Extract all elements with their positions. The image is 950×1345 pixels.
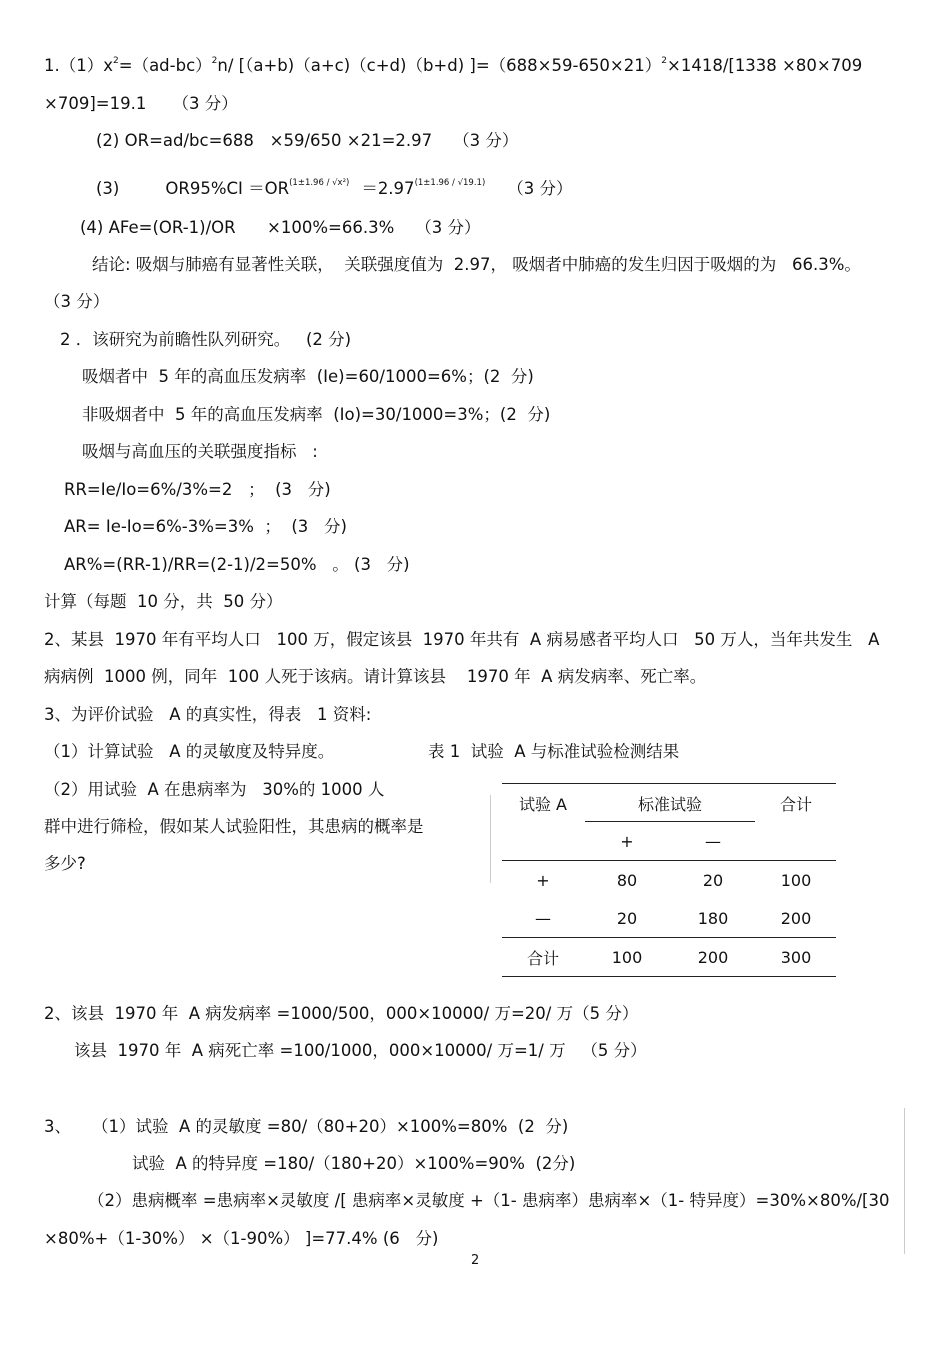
superscript: 2: [211, 56, 218, 66]
q2-line-7: AR%=(RR-1)/RR=(2-1)/2=50% 。 (3 分): [64, 555, 410, 574]
problem-2-line-1: 2、某县 1970 年有平均人口 100 万，假定该县 1970 年共有 A 病易感者平均人口 50 万人，当年共发生 A: [44, 630, 880, 649]
header-total: 合计: [756, 784, 836, 823]
table-row: [502, 899, 836, 938]
header-test-a: 试验 A: [502, 784, 584, 823]
answer-2-line-1: 2、该县 1970 年 A 病发病率 =1000/500，000×10000/ 万=20/ 万（5 分）: [44, 1004, 639, 1023]
right-margin-rule: [904, 1108, 905, 1254]
q1-line-5: (4) AFe=(OR-1)/OR ×100%=66.3% （3 分）: [80, 218, 481, 237]
cell: 180: [670, 899, 756, 938]
results-table: [502, 783, 836, 977]
ci-exponent-value: (1±1.96 / √19.1): [414, 178, 486, 188]
cell: 200: [670, 938, 756, 977]
answer-3-line-2: 试验 A 的特异度 =180/（180+20）×100%=90% (2分): [132, 1154, 576, 1173]
problem-3-line-1: 3、为评价试验 A 的真实性，得表 1 资料:: [44, 705, 372, 724]
answer-3-line-4: ×80%+（1-30%） ×（1-90%） ]=77.4% (6 分): [44, 1229, 439, 1248]
cell: 20: [702, 870, 724, 890]
table-subheader-row: [502, 822, 836, 861]
superscript: 2: [661, 56, 667, 66]
subheader-positive: +: [584, 822, 670, 861]
header-standard-test: 标准试验: [584, 784, 756, 823]
q1-line-2: ×709]=19.1 （3 分）: [44, 94, 238, 113]
row-label: 合计: [502, 938, 584, 977]
problem-3-line-5: 多少?: [44, 854, 86, 873]
q2-line-6: AR= Ie-Io=6%-3%=3% ； (3 分): [64, 517, 347, 536]
q1-line-3: (2) OR=ad/bc=688 ×59/650 ×21=2.97 （3 分）: [96, 131, 519, 150]
answer-2-line-2: 该县 1970 年 A 病死亡率 =100/1000，000×10000/ 万=1/ 万 （5 分）: [74, 1041, 647, 1060]
q2-line-3: 非吸烟者中 5 年的高血压发病率 (Io)=30/1000=3%；(2 分): [82, 405, 551, 424]
answer-3-line-3: （2）患病概率 =患病率×灵敏度 /[ 患病率×灵敏度 +（1- 患病率）患病率×（1- 特异度）=30%×80%/[30: [88, 1191, 890, 1210]
page-number: 2: [471, 1253, 480, 1268]
cell: 200: [756, 899, 836, 938]
problem-3-line-4: 群中进行筛检，假如某人试验阳性，其患病的概率是: [44, 817, 424, 836]
q1-conclusion: 结论: 吸烟与肺癌有显著性关联， 关联强度值为 2.97， 吸烟者中肺癌的发生归因于吸烟的为 66.3%。: [92, 255, 861, 274]
cell: 100: [780, 870, 812, 890]
ci-exponent: (1±1.96 / √x²): [289, 178, 350, 188]
q1-line-1: $1.(1)x^2=(ad-bc)^2n/$ [（a+b)（a+c)（c+d)（b+d) ]$=(688\times 59-650\times 21)^2\times 1418/[1338 \times 80\times 709$: [44, 56, 863, 75]
table-row: [502, 861, 836, 900]
problem-2-line-2: 病病例 1000 例，同年 100 人死于该病。请计算该县 1970 年 A 病发病率、死亡率。: [44, 667, 707, 686]
calc-heading: 计算（每题 10 分，共 50 分）: [44, 592, 283, 611]
table-caption: 表 1 试验 A 与标准试验检测结果: [428, 742, 680, 761]
q1-conclusion-score: （3 分）: [44, 292, 110, 311]
table-left-rule: [490, 795, 491, 883]
q2-line-4: 吸烟与高血压的关联强度指标 :: [82, 442, 318, 461]
subheader-negative: —: [670, 822, 756, 861]
q2-line-5: RR=Ie/Io=6%/3%=2 ； (3 分): [64, 480, 331, 499]
row-label: —: [502, 899, 584, 938]
cell: 80: [616, 870, 638, 890]
table-total-row: [502, 938, 836, 977]
cell: 100: [584, 938, 670, 977]
cell: 20: [584, 899, 670, 938]
q2-line-1: 2 ．该研究为前瞻性队列研究。 (2 分): [60, 330, 352, 349]
cell: 300: [756, 938, 836, 977]
q2-line-2: 吸烟者中 5 年的高血压发病率 (Ie)=60/1000=6%；(2 分): [82, 367, 534, 386]
answer-3-line-1: 3、 （1）试验 A 的灵敏度 =80/（80+20）×100%=80% (2 分): [44, 1117, 569, 1136]
table-header-row: [502, 784, 836, 823]
q1-line-4: (3) $OR95\%CI =OR^{(1\pm 1.96 / √x^2)} =2.97^{(1\pm 1.96 / √19.1)}$ （3 分）: [96, 178, 573, 198]
row-label: +: [536, 870, 550, 890]
problem-3-line-2: （1）计算试验 A 的灵敏度及特异度。: [44, 742, 335, 761]
problem-3-line-3: （2）用试验 A 在患病率为 30%的 1000 人: [44, 780, 385, 799]
superscript: 2: [113, 56, 119, 66]
